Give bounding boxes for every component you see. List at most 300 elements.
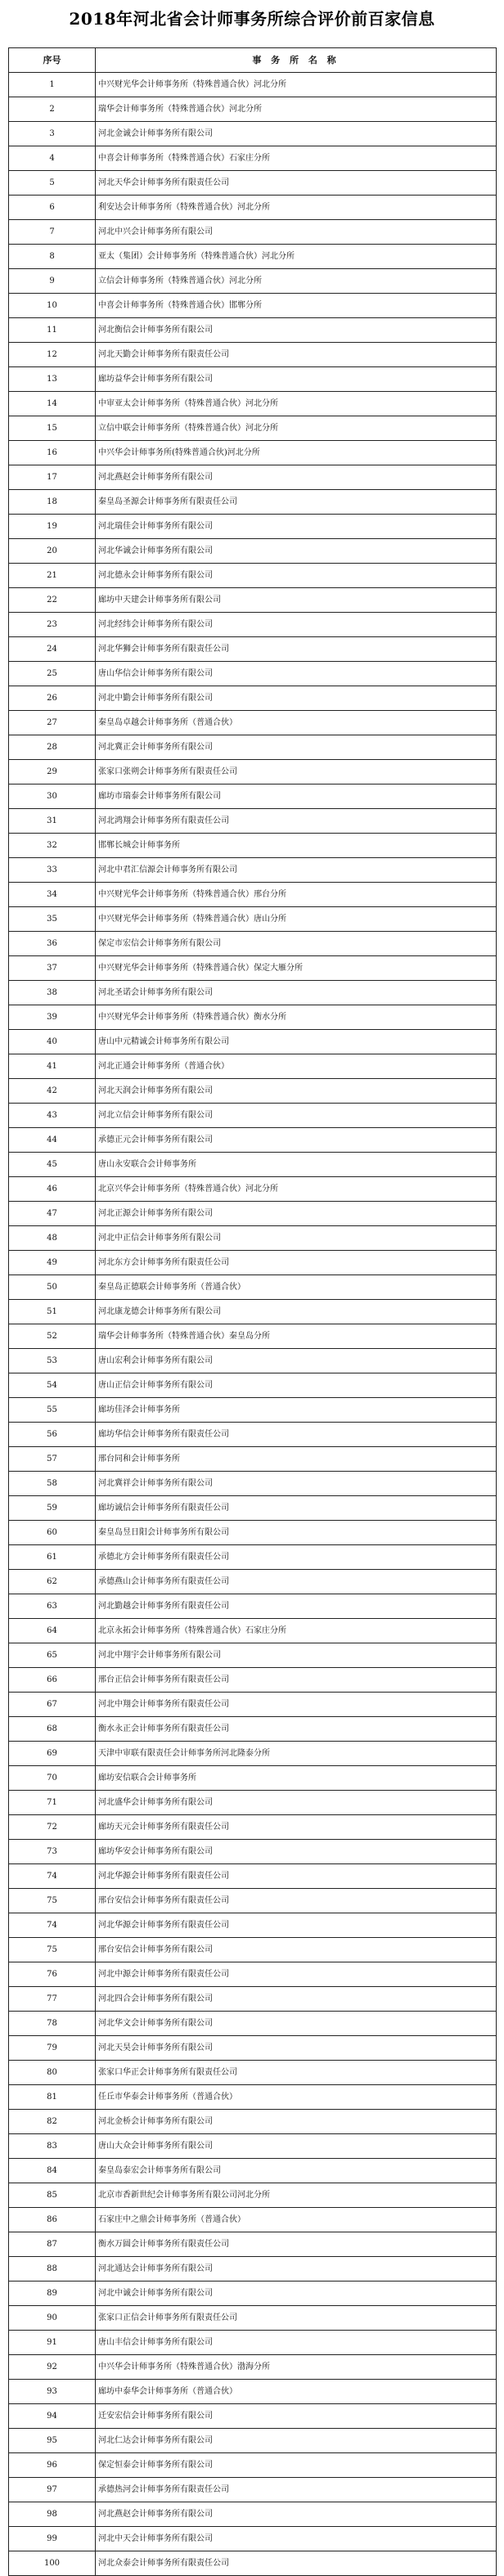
- table-row: [9, 318, 497, 343]
- table-row: [9, 2331, 497, 2355]
- row-number: 100: [9, 2551, 96, 2576]
- row-number: 38: [9, 981, 96, 1005]
- row-number: 6: [9, 196, 96, 220]
- row-number: 19: [9, 515, 96, 539]
- row-number: 13: [9, 367, 96, 392]
- firm-name: 中兴华会计师事务所(特殊普通合伙)河北分所: [96, 441, 497, 465]
- table-row: [9, 1226, 497, 1251]
- firm-name: 河北中翔会计师事务所有限责任公司: [96, 1693, 497, 1717]
- row-number: 37: [9, 956, 96, 981]
- row-number: 58: [9, 1472, 96, 1496]
- row-number: 41: [9, 1054, 96, 1079]
- table-row: [9, 2183, 497, 2208]
- row-number: 70: [9, 1766, 96, 1791]
- row-number: 14: [9, 392, 96, 416]
- firm-name: 邢台安信会计师事务所有限责任公司: [96, 1889, 497, 1913]
- table-row: [9, 2478, 497, 2502]
- row-number: 64: [9, 1619, 96, 1643]
- row-number: 66: [9, 1668, 96, 1693]
- table-row: [9, 1030, 497, 1054]
- row-number: 57: [9, 1447, 96, 1472]
- table-row: [9, 956, 497, 981]
- table-row: [9, 343, 497, 367]
- row-number: 63: [9, 1594, 96, 1619]
- row-number: 20: [9, 539, 96, 564]
- table-row: [9, 2110, 497, 2134]
- firm-name: 衡水万圆会计师事务所有限责任公司: [96, 2232, 497, 2257]
- firm-name: 承德热河会计师事务所有限责任公司: [96, 2478, 497, 2502]
- row-number: 23: [9, 613, 96, 637]
- table-row: [9, 858, 497, 883]
- table-row: [9, 1324, 497, 1349]
- row-number: 15: [9, 416, 96, 441]
- row-number: 71: [9, 1791, 96, 1815]
- firm-name: 承德燕山会计师事务所有限责任公司: [96, 1570, 497, 1594]
- table-row: [9, 1202, 497, 1226]
- table-row: [9, 932, 497, 956]
- firm-name: 张家口张朔会计师事务所有限责任公司: [96, 760, 497, 784]
- row-number: 39: [9, 1005, 96, 1030]
- row-number: 68: [9, 1717, 96, 1742]
- table-row: [9, 711, 497, 735]
- row-number: 96: [9, 2453, 96, 2478]
- row-number: 5: [9, 171, 96, 196]
- firm-name: 邢台安信会计师事务所有限公司: [96, 1938, 497, 1962]
- firm-name: 廊坊天元会计师事务所有限责任公司: [96, 1815, 497, 1840]
- table-row: [9, 2036, 497, 2061]
- table-row: [9, 367, 497, 392]
- table-row: [9, 146, 497, 171]
- row-number: 69: [9, 1742, 96, 1766]
- firm-name: 保定市宏信会计师事务所有限公司: [96, 932, 497, 956]
- table-row: [9, 834, 497, 858]
- table-row: [9, 515, 497, 539]
- table-row: [9, 637, 497, 662]
- column-header-firm-name: 事 务 所 名 称: [96, 48, 497, 73]
- row-number: 92: [9, 2355, 96, 2380]
- table-row: [9, 1128, 497, 1153]
- firm-name: 河北德永会计师事务所有限公司: [96, 564, 497, 588]
- row-number: 3: [9, 122, 96, 146]
- firm-name: 秦皇岛昱日阳会计师事务所有限公司: [96, 1521, 497, 1545]
- table-row: [9, 2551, 497, 2576]
- table-row: [9, 613, 497, 637]
- firm-name: 承德北方会计师事务所有限责任公司: [96, 1545, 497, 1570]
- firm-name: 张家口华正会计师事务所有限责任公司: [96, 2061, 497, 2085]
- row-number: 24: [9, 637, 96, 662]
- row-number: 74: [9, 1913, 96, 1938]
- firm-name: 河北燕赵会计师事务所有限公司: [96, 2502, 497, 2527]
- firm-name: 河北盛华会计师事务所有限公司: [96, 1791, 497, 1815]
- table-row: [9, 1398, 497, 1423]
- firm-name: 廊坊诚信会计师事务所有限责任公司: [96, 1496, 497, 1521]
- row-number: 7: [9, 220, 96, 245]
- firm-name: 河北华源会计师事务所有限责任公司: [96, 1864, 497, 1889]
- row-number: 53: [9, 1349, 96, 1373]
- table-row: [9, 1668, 497, 1693]
- row-number: 62: [9, 1570, 96, 1594]
- table-row: [9, 1005, 497, 1030]
- firm-name: 邢台正信会计师事务所有限责任公司: [96, 1668, 497, 1693]
- row-number: 72: [9, 1815, 96, 1840]
- firm-name: 河北天勤会计师事务所有限责任公司: [96, 343, 497, 367]
- table-header-row: [9, 48, 497, 73]
- table-row: [9, 465, 497, 490]
- firm-name: 河北正源会计师事务所有限公司: [96, 1202, 497, 1226]
- firm-name: 中喜会计师事务所（特殊普通合伙）石家庄分所: [96, 146, 497, 171]
- table-row: [9, 1104, 497, 1128]
- table-row: [9, 883, 497, 907]
- table-row: [9, 2453, 497, 2478]
- firm-name: 河北天昊会计师事务所有限公司: [96, 2036, 497, 2061]
- table-row: [9, 2257, 497, 2282]
- row-number: 81: [9, 2085, 96, 2110]
- firm-name: 瑞华会计师事务所（特殊普通合伙）秦皇岛分所: [96, 1324, 497, 1349]
- column-header-number: 序号: [9, 48, 96, 73]
- row-number: 50: [9, 1275, 96, 1300]
- row-number: 35: [9, 907, 96, 932]
- firm-name: 河北天润会计师事务所有限公司: [96, 1079, 497, 1104]
- firm-name: 河北金诚会计师事务所有限公司: [96, 122, 497, 146]
- row-number: 86: [9, 2208, 96, 2232]
- row-number: 46: [9, 1177, 96, 1202]
- firm-name: 廊坊益华会计师事务所有限公司: [96, 367, 497, 392]
- row-number: 21: [9, 564, 96, 588]
- firm-name: 河北中天会计师事务所有限公司: [96, 2527, 497, 2551]
- firm-name: 河北华源会计师事务所有限责任公司: [96, 1913, 497, 1938]
- table-row: [9, 686, 497, 711]
- firm-name: 保定恒泰会计师事务所有限公司: [96, 2453, 497, 2478]
- firm-name: 迁安宏信会计师事务所有限公司: [96, 2404, 497, 2429]
- firm-name: 河北冀祥会计师事务所有限公司: [96, 1472, 497, 1496]
- row-number: 48: [9, 1226, 96, 1251]
- firm-name: 中兴财光华会计师事务所（特殊普通合伙）河北分所: [96, 73, 497, 97]
- row-number: 40: [9, 1030, 96, 1054]
- table-row: [9, 907, 497, 932]
- row-number: 31: [9, 809, 96, 834]
- table-row: [9, 1300, 497, 1324]
- row-number: 74: [9, 1864, 96, 1889]
- table-row: [9, 1545, 497, 1570]
- table-row: [9, 564, 497, 588]
- row-number: 44: [9, 1128, 96, 1153]
- firm-name: 唐山大众会计师事务所有限公司: [96, 2134, 497, 2159]
- row-number: 54: [9, 1373, 96, 1398]
- table-row: [9, 1496, 497, 1521]
- table-row: [9, 1840, 497, 1864]
- table-row: [9, 760, 497, 784]
- row-number: 26: [9, 686, 96, 711]
- table-row: [9, 2012, 497, 2036]
- firm-name: 河北中勤会计师事务所有限公司: [96, 686, 497, 711]
- row-number: 27: [9, 711, 96, 735]
- page-title: 2018年河北省会计师事务所综合评价前百家信息: [69, 9, 435, 29]
- row-number: 67: [9, 1693, 96, 1717]
- row-number: 4: [9, 146, 96, 171]
- table-row: [9, 662, 497, 686]
- table-row: [9, 1619, 497, 1643]
- table-row: [9, 1938, 497, 1962]
- firm-name: 承德正元会计师事务所有限公司: [96, 1128, 497, 1153]
- firm-name: 中兴财光华会计师事务所（特殊普通合伙）唐山分所: [96, 907, 497, 932]
- firm-name: 廊坊中泰华会计师事务所（普通合伙）: [96, 2380, 497, 2404]
- row-number: 59: [9, 1496, 96, 1521]
- row-number: 52: [9, 1324, 96, 1349]
- row-number: 78: [9, 2012, 96, 2036]
- table-row: [9, 220, 497, 245]
- row-number: 2: [9, 97, 96, 122]
- table-row: [9, 1987, 497, 2012]
- firm-name: 唐山中元精诚会计师事务所有限公司: [96, 1030, 497, 1054]
- row-number: 49: [9, 1251, 96, 1275]
- table-row: [9, 294, 497, 318]
- table-row: [9, 1693, 497, 1717]
- row-number: 29: [9, 760, 96, 784]
- firm-name: 北京兴华会计师事务所（特殊普通合伙）河北分所: [96, 1177, 497, 1202]
- firm-name: 秦皇岛正德联会计师事务所（普通合伙）: [96, 1275, 497, 1300]
- table-row: [9, 1913, 497, 1938]
- row-number: 88: [9, 2257, 96, 2282]
- firm-name: 河北正通会计师事务所（普通合伙）: [96, 1054, 497, 1079]
- row-number: 84: [9, 2159, 96, 2183]
- row-number: 89: [9, 2282, 96, 2306]
- table-row: [9, 809, 497, 834]
- firm-name: 河北通达会计师事务所有限公司: [96, 2257, 497, 2282]
- row-number: 18: [9, 490, 96, 515]
- table-row: [9, 2527, 497, 2551]
- row-number: 75: [9, 1889, 96, 1913]
- table-row: [9, 2134, 497, 2159]
- table-row: [9, 1054, 497, 1079]
- row-number: 75: [9, 1938, 96, 1962]
- table-row: [9, 2061, 497, 2085]
- row-number: 25: [9, 662, 96, 686]
- firm-name: 河北经纬会计师事务所有限公司: [96, 613, 497, 637]
- row-number: 79: [9, 2036, 96, 2061]
- row-number: 16: [9, 441, 96, 465]
- row-number: 91: [9, 2331, 96, 2355]
- firm-name: 瑞华会计师事务所（特殊普通合伙）河北分所: [96, 97, 497, 122]
- table-row: [9, 73, 497, 97]
- row-number: 12: [9, 343, 96, 367]
- table-row: [9, 416, 497, 441]
- firm-name: 河北燕赵会计师事务所有限公司: [96, 465, 497, 490]
- row-number: 28: [9, 735, 96, 760]
- table-row: [9, 1447, 497, 1472]
- firm-name: 河北华文会计师事务所有限公司: [96, 2012, 497, 2036]
- table-row: [9, 1864, 497, 1889]
- firm-name: 立信会计师事务所（特殊普通合伙）河北分所: [96, 269, 497, 294]
- row-number: 94: [9, 2404, 96, 2429]
- table-row: [9, 2282, 497, 2306]
- firm-name: 河北金桥会计师事务所有限公司: [96, 2110, 497, 2134]
- row-number: 45: [9, 1153, 96, 1177]
- table-row: [9, 588, 497, 613]
- row-number: 99: [9, 2527, 96, 2551]
- table-row: [9, 1717, 497, 1742]
- firm-name: 河北四合会计师事务所有限公司: [96, 1987, 497, 2012]
- firm-name: 河北中诚会计师事务所有限公司: [96, 2282, 497, 2306]
- table-row: [9, 2404, 497, 2429]
- table-row: [9, 1251, 497, 1275]
- table-row: [9, 2306, 497, 2331]
- firm-name: 河北中源会计师事务所有限责任公司: [96, 1962, 497, 1987]
- table-row: [9, 2208, 497, 2232]
- table-row: [9, 539, 497, 564]
- table-row: [9, 1423, 497, 1447]
- firm-name: 立信中联会计师事务所（特殊普通合伙）河北分所: [96, 416, 497, 441]
- row-number: 32: [9, 834, 96, 858]
- firm-name: 中兴财光华会计师事务所（特殊普通合伙）衡水分所: [96, 1005, 497, 1030]
- table-row: [9, 2429, 497, 2453]
- firm-name: 河北天华会计师事务所有限责任公司: [96, 171, 497, 196]
- table-row: [9, 245, 497, 269]
- table-row: [9, 1153, 497, 1177]
- firm-name: 河北中君汇信源会计师事务所有限公司: [96, 858, 497, 883]
- firm-name: 中喜会计师事务所（特殊普通合伙）邯郸分所: [96, 294, 497, 318]
- firm-name: 中兴华会计师事务所（特殊普通合伙）渤海分所: [96, 2355, 497, 2380]
- firm-name: 唐山宏利会计师事务所有限公司: [96, 1349, 497, 1373]
- row-number: 80: [9, 2061, 96, 2085]
- table-row: [9, 2502, 497, 2527]
- row-number: 73: [9, 1840, 96, 1864]
- firm-name: 唐山华信会计师事务所有限公司: [96, 662, 497, 686]
- row-number: 98: [9, 2502, 96, 2527]
- firm-name: 秦皇岛圣源会计师事务所有限责任公司: [96, 490, 497, 515]
- firm-name: 河北冀正会计师事务所有限公司: [96, 735, 497, 760]
- row-number: 43: [9, 1104, 96, 1128]
- table-row: [9, 1177, 497, 1202]
- firm-name: 河北华诚会计师事务所有限公司: [96, 539, 497, 564]
- table-row: [9, 981, 497, 1005]
- firm-name: 廊坊安信联合会计师事务所: [96, 1766, 497, 1791]
- firm-name: 河北仁达会计师事务所有限公司: [96, 2429, 497, 2453]
- table-row: [9, 735, 497, 760]
- row-number: 42: [9, 1079, 96, 1104]
- firm-name: 张家口正信会计师事务所有限责任公司: [96, 2306, 497, 2331]
- row-number: 56: [9, 1423, 96, 1447]
- table-row: [9, 1275, 497, 1300]
- table-row: [9, 1889, 497, 1913]
- firm-name: 河北勤越会计师事务所有限责任公司: [96, 1594, 497, 1619]
- table-row: [9, 269, 497, 294]
- row-number: 47: [9, 1202, 96, 1226]
- row-number: 36: [9, 932, 96, 956]
- table-row: [9, 1962, 497, 1987]
- firm-name: 廊坊华安会计师事务所有限公司: [96, 1840, 497, 1864]
- table-row: [9, 1373, 497, 1398]
- firm-name: 北京市香新世纪会计师事务所有限公司河北分所: [96, 2183, 497, 2208]
- firm-name: 河北鸿翔会计师事务所有限责任公司: [96, 809, 497, 834]
- row-number: 90: [9, 2306, 96, 2331]
- row-number: 77: [9, 1987, 96, 2012]
- firm-name: 廊坊佳泽会计师事务所: [96, 1398, 497, 1423]
- firm-name: 亚太（集团）会计师事务所（特殊普通合伙）河北分所: [96, 245, 497, 269]
- firm-name: 利安达会计师事务所（特殊普通合伙）河北分所: [96, 196, 497, 220]
- firm-name: 唐山丰信会计师事务所有限公司: [96, 2331, 497, 2355]
- row-number: 9: [9, 269, 96, 294]
- row-number: 11: [9, 318, 96, 343]
- table-row: [9, 1766, 497, 1791]
- firm-name: 邯郸长城会计师事务所: [96, 834, 497, 858]
- firm-name: 石家庄中之鼎会计师事务所（普通合伙）: [96, 2208, 497, 2232]
- firm-name: 河北圣诺会计师事务所有限公司: [96, 981, 497, 1005]
- table-row: [9, 196, 497, 220]
- table-row: [9, 2380, 497, 2404]
- table-row: [9, 97, 497, 122]
- firm-name: 唐山正信会计师事务所有限公司: [96, 1373, 497, 1398]
- firm-name: 唐山永安联合会计师事务所: [96, 1153, 497, 1177]
- table-row: [9, 1570, 497, 1594]
- table-row: [9, 1079, 497, 1104]
- row-number: 1: [9, 73, 96, 97]
- firm-name: 河北中翔宇会计师事务所有限公司: [96, 1643, 497, 1668]
- row-number: 17: [9, 465, 96, 490]
- table-row: [9, 1643, 497, 1668]
- table-row: [9, 2159, 497, 2183]
- firm-name: 河北众泰会计师事务所有限责任公司: [96, 2551, 497, 2576]
- firm-name: 廊坊中天建会计师事务所有限公司: [96, 588, 497, 613]
- table-row: [9, 122, 497, 146]
- firm-name: 河北中兴会计师事务所有限公司: [96, 220, 497, 245]
- firm-name: 中兴财光华会计师事务所（特殊普通合伙）邢台分所: [96, 883, 497, 907]
- table-row: [9, 784, 497, 809]
- row-number: 34: [9, 883, 96, 907]
- firm-name: 北京永拓会计师事务所（特殊普通合伙）石家庄分所: [96, 1619, 497, 1643]
- table-row: [9, 1594, 497, 1619]
- firm-name: 秦皇岛卓越会计师事务所（普通合伙）: [96, 711, 497, 735]
- firm-name: 河北东方会计师事务所有限责任公司: [96, 1251, 497, 1275]
- firm-name: 廊坊市瑞泰会计师事务所有限公司: [96, 784, 497, 809]
- row-number: 95: [9, 2429, 96, 2453]
- firm-name: 河北华狮会计师事务所有限责任公司: [96, 637, 497, 662]
- row-number: 33: [9, 858, 96, 883]
- table-row: [9, 171, 497, 196]
- firm-name: 秦皇岛泰宏会计师事务所有限公司: [96, 2159, 497, 2183]
- firm-name: 河北立信会计师事务所有限公司: [96, 1104, 497, 1128]
- table-row: [9, 2085, 497, 2110]
- firm-name: 邢台同和会计师事务所: [96, 1447, 497, 1472]
- row-number: 10: [9, 294, 96, 318]
- row-number: 85: [9, 2183, 96, 2208]
- row-number: 30: [9, 784, 96, 809]
- table-row: [9, 392, 497, 416]
- table-row: [9, 1521, 497, 1545]
- row-number: 60: [9, 1521, 96, 1545]
- table-row: [9, 1472, 497, 1496]
- row-number: 61: [9, 1545, 96, 1570]
- firm-name: 任丘市华泰会计师事务所（普通合伙）: [96, 2085, 497, 2110]
- table-row: [9, 1791, 497, 1815]
- firm-name: 中兴财光华会计师事务所（特殊普通合伙）保定大雁分所: [96, 956, 497, 981]
- row-number: 65: [9, 1643, 96, 1668]
- firm-name: 河北中正信会计师事务所有限公司: [96, 1226, 497, 1251]
- table-row: [9, 1742, 497, 1766]
- firm-name: 中审亚太会计师事务所（特殊普通合伙）河北分所: [96, 392, 497, 416]
- row-number: 55: [9, 1398, 96, 1423]
- table-row: [9, 2232, 497, 2257]
- firm-name: 廊坊华信会计师事务所有限责任公司: [96, 1423, 497, 1447]
- ranking-table: [8, 47, 497, 2576]
- firm-name: 河北康龙德会计师事务所有限公司: [96, 1300, 497, 1324]
- row-number: 83: [9, 2134, 96, 2159]
- firm-name: 河北瑞佳会计师事务所有限公司: [96, 515, 497, 539]
- table-row: [9, 2355, 497, 2380]
- table-row: [9, 1349, 497, 1373]
- table-row: [9, 1815, 497, 1840]
- table-row: [9, 490, 497, 515]
- row-number: 8: [9, 245, 96, 269]
